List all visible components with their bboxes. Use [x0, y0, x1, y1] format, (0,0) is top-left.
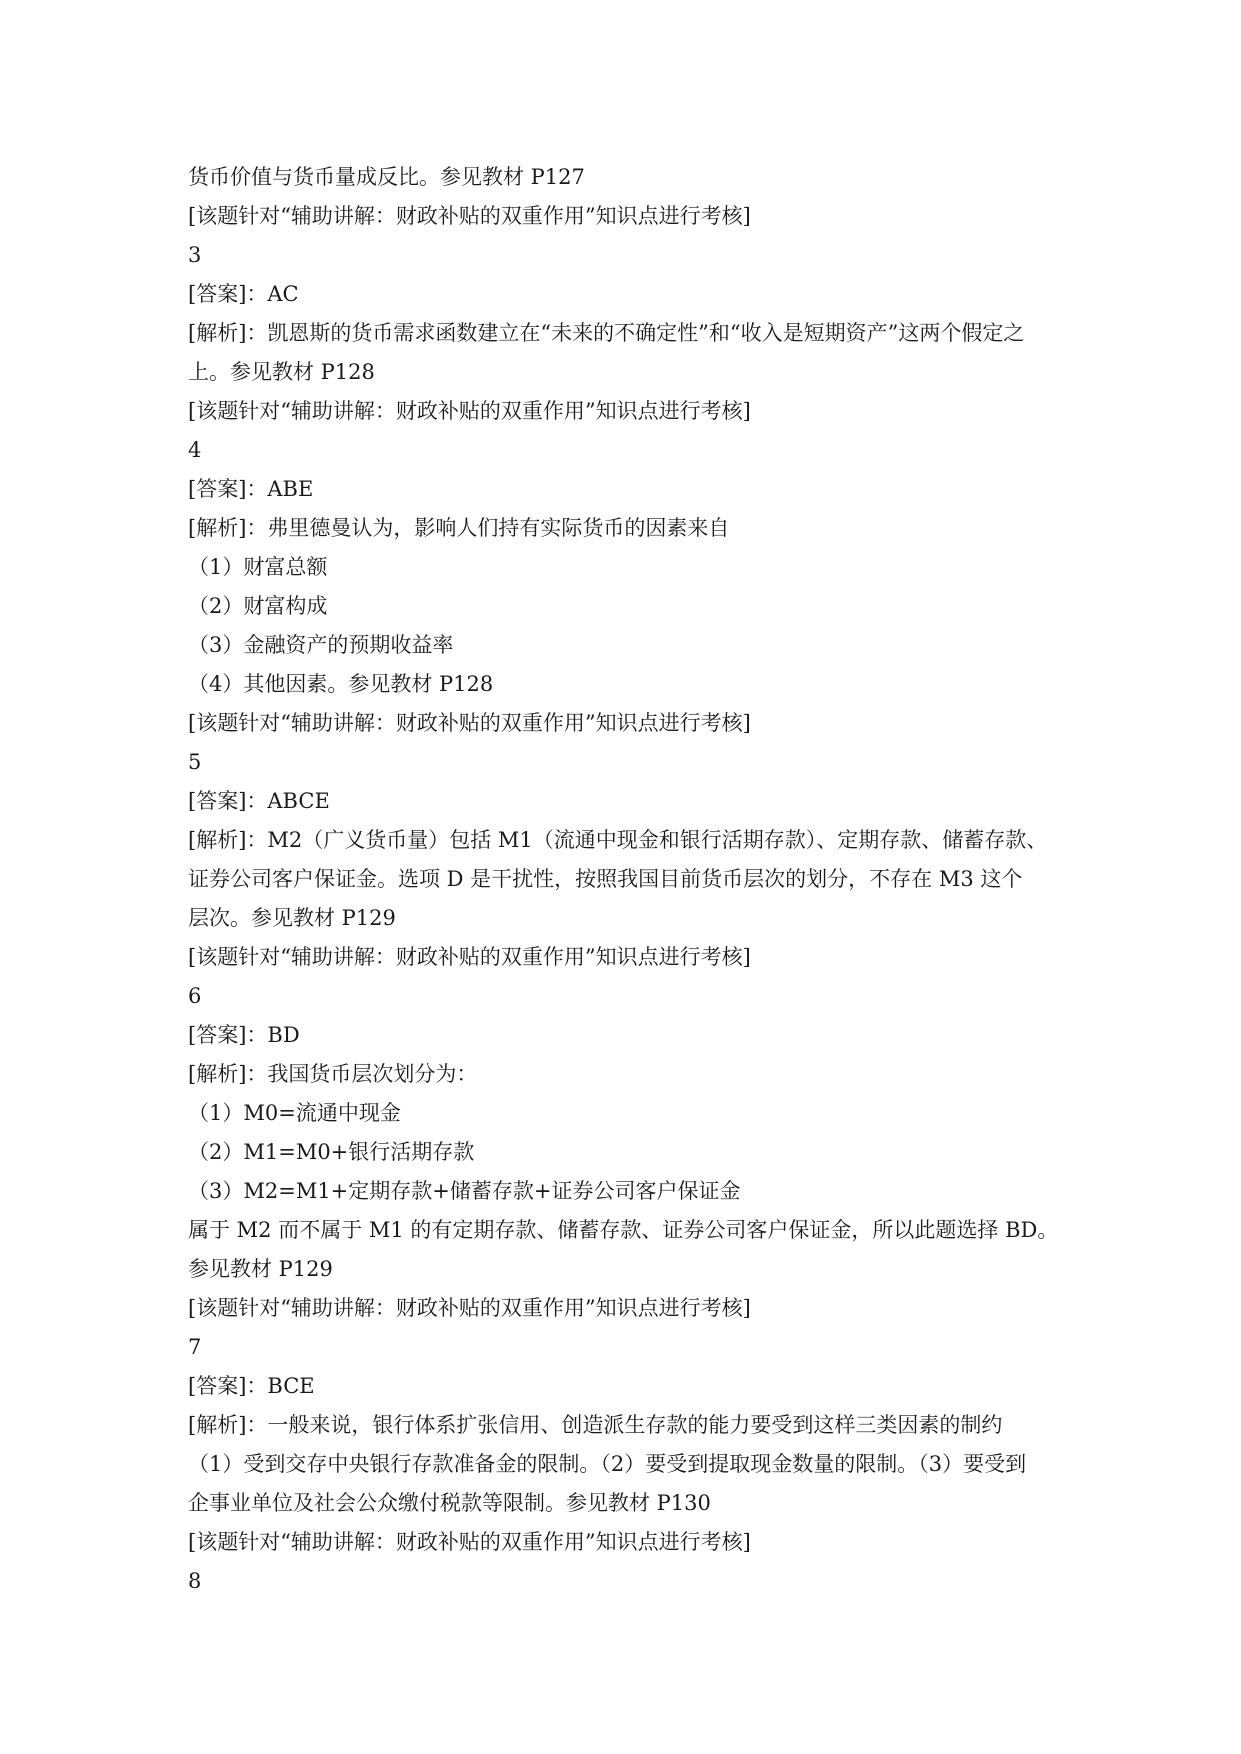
text-line: 层次。参见教材 P129	[188, 906, 396, 930]
analysis-line: [解析]：凯恩斯的货币需求函数建立在“未来的不确定性”和“收入是短期资产”这两个假定之	[188, 321, 1025, 345]
text-line: 属于 M2 而不属于 M1 的有定期存款、储蓄存款、证券公司客户保证金，所以此题选择 BD。	[188, 1218, 1059, 1242]
text-line: 上。参见教材 P128	[188, 360, 375, 384]
list-item: （4）其他因素。参见教材 P128	[188, 672, 494, 696]
analysis-line: [解析]：我国货币层次划分为：	[188, 1062, 478, 1086]
answer-line: [答案]：BCE	[188, 1374, 315, 1398]
list-item: （2）财富构成	[188, 594, 328, 618]
topic-note: [该题针对“辅助讲解：财政补贴的双重作用”知识点进行考核]	[188, 1296, 751, 1320]
answer-line: [答案]：ABE	[188, 477, 314, 501]
text-line: 参见教材 P129	[188, 1257, 333, 1281]
document-body	[188, 158, 1058, 1601]
topic-note: [该题针对“辅助讲解：财政补贴的双重作用”知识点进行考核]	[188, 399, 751, 423]
text-line: 企事业单位及社会公众缴付税款等限制。参见教材 P130	[188, 1491, 711, 1515]
topic-note: [该题针对“辅助讲解：财政补贴的双重作用”知识点进行考核]	[188, 204, 751, 228]
list-item: （3）M2=M1+定期存款+储蓄存款+证券公司客户保证金	[188, 1179, 741, 1203]
analysis-line: [解析]：一般来说，银行体系扩张信用、创造派生存款的能力要受到这样三类因素的制约	[188, 1413, 1003, 1437]
list-item: （2）M1=M0+银行活期存款	[188, 1140, 475, 1164]
question-number: 4	[188, 438, 202, 462]
text-line: 证券公司客户保证金。选项 D 是干扰性，按照我国目前货币层次的划分，不存在 M3 这个	[188, 867, 1023, 891]
question-number: 5	[188, 750, 202, 774]
topic-note: [该题针对“辅助讲解：财政补贴的双重作用”知识点进行考核]	[188, 1530, 751, 1554]
answer-line: [答案]：BD	[188, 1023, 300, 1047]
analysis-line: [解析]：M2（广义货币量）包括 M1（流通中现金和银行活期存款）、定期存款、储蓄存款、	[188, 828, 1048, 852]
question-number: 7	[188, 1335, 202, 1359]
answer-line: [答案]：AC	[188, 282, 299, 306]
text-line: 货币价值与货币量成反比。参见教材 P127	[188, 165, 585, 189]
list-item: （3）金融资产的预期收益率	[188, 633, 454, 657]
question-number: 8	[188, 1569, 202, 1593]
topic-note: [该题针对“辅助讲解：财政补贴的双重作用”知识点进行考核]	[188, 711, 751, 735]
list-item: （1）M0=流通中现金	[188, 1101, 401, 1125]
answer-line: [答案]：ABCE	[188, 789, 330, 813]
list-item: （1）财富总额	[188, 555, 328, 579]
list-item: （1）受到交存中央银行存款准备金的限制。（2）要受到提取现金数量的限制。（3）要受到	[188, 1452, 1027, 1476]
topic-note: [该题针对“辅助讲解：财政补贴的双重作用”知识点进行考核]	[188, 945, 751, 969]
question-number: 6	[188, 984, 202, 1008]
analysis-line: [解析]：弗里德曼认为，影响人们持有实际货币的因素来自	[188, 516, 730, 540]
question-number: 3	[188, 243, 202, 267]
